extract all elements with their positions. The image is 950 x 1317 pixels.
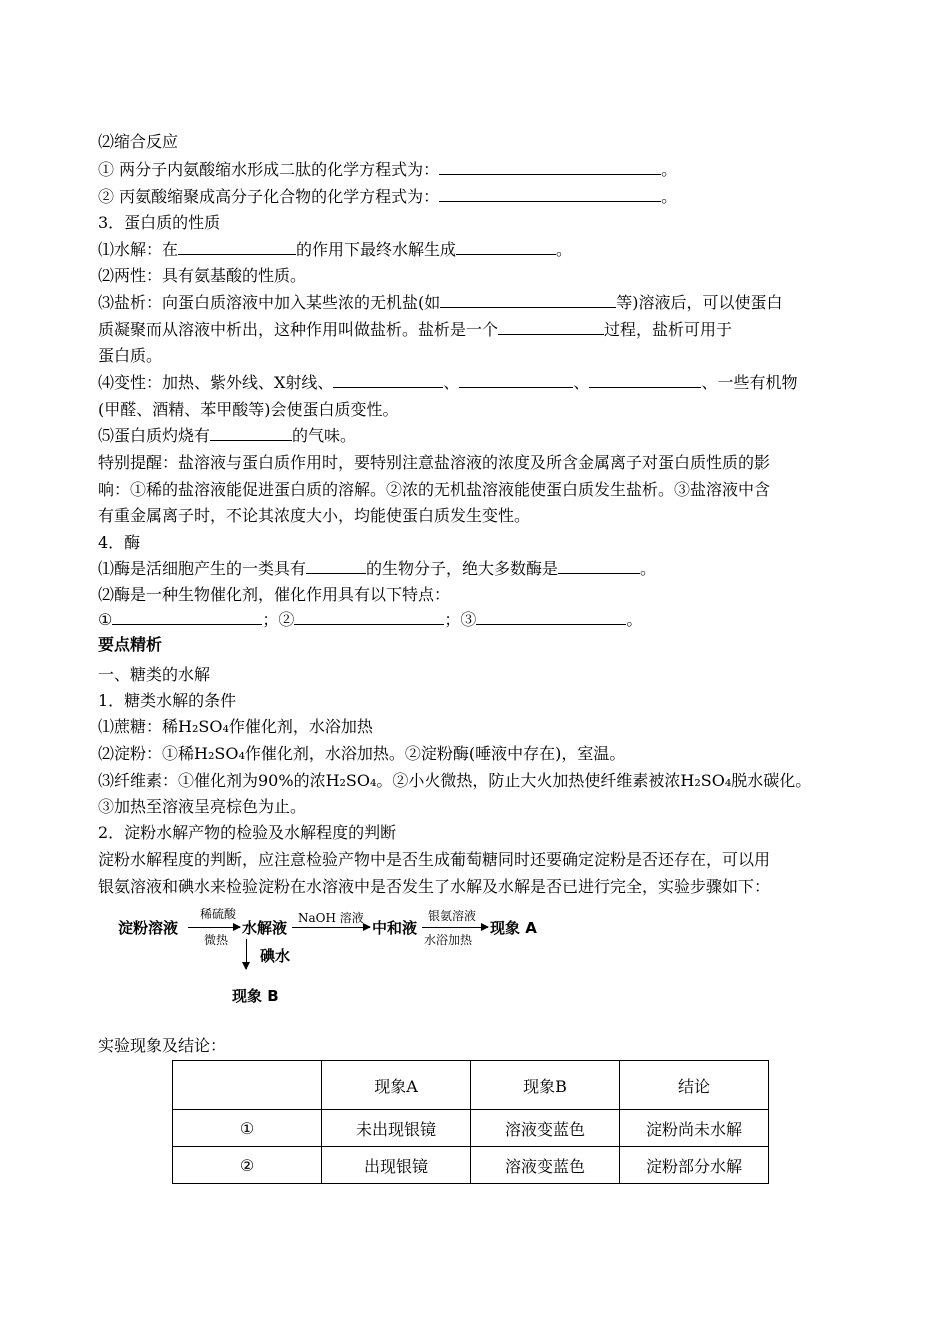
line-detection-1: 淀粉水解程度的判断，应注意检验产物中是否生成葡萄糖同时还要确定淀粉是否还存在，可以用 bbox=[98, 850, 771, 869]
answer-blank[interactable] bbox=[589, 373, 701, 388]
line-denaturation-2: (甲醛、酒精、苯甲酸等)会使蛋白质变性。 bbox=[98, 400, 399, 419]
line-salting-out-2: 质凝聚而从溶液中析出，这种作用叫做盐析。盐析是一个 过程，盐析可用于 bbox=[98, 320, 733, 339]
line-enzyme-heading: 4．酶 bbox=[98, 533, 141, 552]
answer-blank[interactable] bbox=[178, 240, 296, 255]
table-header-cell bbox=[173, 1061, 322, 1110]
answer-blank[interactable] bbox=[439, 160, 661, 175]
line-salting-out-3: 蛋白质。 bbox=[98, 346, 163, 365]
line-salting-out-1: ⑶盐析：向蛋白质溶液中加入某些浓的无机盐(如 等)溶液后，可以使蛋白 bbox=[98, 293, 783, 312]
section-title-key-points: 要点精析 bbox=[98, 635, 163, 654]
line-sugar-hydrolysis: 一、糖类的水解 bbox=[98, 665, 211, 684]
line-enzyme-1: ⑴酶是活细胞产生的一类具有 的生物分子，绝大多数酶是 。 bbox=[98, 559, 657, 578]
line-protein-properties-heading: 3．蛋白质的性质 bbox=[98, 213, 221, 232]
table-cell: 出现银镜 bbox=[322, 1147, 471, 1184]
experiment-flow-diagram bbox=[118, 905, 558, 1010]
flow-label-water-bath: 水浴加热 bbox=[424, 933, 473, 947]
answer-blank[interactable] bbox=[333, 373, 443, 388]
table-cell: 淀粉部分水解 bbox=[620, 1147, 769, 1184]
line-note-2: 响：①稀的盐溶液能促进蛋白质的溶解。②浓的无机盐溶液能使蛋白质发生盐析。③盐溶液中含 bbox=[98, 480, 771, 499]
table-header-cell: 现象A bbox=[322, 1061, 471, 1110]
flow-node-phenomenon-b: 现象 B bbox=[232, 987, 279, 1005]
line-polymer-equation: ② 丙氨酸缩聚成高分子化合物的化学方程式为： 。 bbox=[98, 187, 678, 206]
line-enzyme-2: ⑵酶是一种生物催化剂，催化作用具有以下特点： bbox=[98, 585, 451, 604]
line-note-3: 有重金属离子时，不论其浓度大小，均能使蛋白质发生变性。 bbox=[98, 506, 531, 525]
line-dipeptide-equation: ① 两分子内氨酸缩水形成二肽的化学方程式为： 。 bbox=[98, 160, 678, 179]
line-denaturation-1: ⑷变性：加热、紫外线、X射线、 、 、 、一些有机物 bbox=[98, 373, 798, 392]
line-note-1: 特别提醒：盐溶液与蛋白质作用时，要特别注意盐溶液的浓度及所含金属离子对蛋白质性质的影 bbox=[98, 453, 771, 472]
flow-label-iodine: 碘水 bbox=[260, 947, 291, 965]
line-burning-smell: ⑸蛋白质灼烧有 的气味。 bbox=[98, 426, 357, 445]
flow-label-dilute-sulfuric: 稀硫酸 bbox=[200, 907, 237, 921]
table-cell: 溶液变蓝色 bbox=[471, 1110, 620, 1147]
arrow-right-icon bbox=[188, 927, 240, 928]
line-results-heading: 实验现象及结论： bbox=[98, 1036, 227, 1055]
table-cell: 溶液变蓝色 bbox=[471, 1147, 620, 1184]
answer-blank[interactable] bbox=[294, 610, 444, 625]
flow-node-neutralized: 中和液 bbox=[372, 919, 418, 937]
answer-blank[interactable] bbox=[439, 187, 661, 202]
answer-blank[interactable] bbox=[459, 373, 573, 388]
answer-blank[interactable] bbox=[476, 610, 626, 625]
table-cell: 未出现银镜 bbox=[322, 1110, 471, 1147]
line-detection-2: 银氨溶液和碘水来检验淀粉在水溶液中是否发生了水解及水解是否已进行完全，实验步骤如下： bbox=[98, 877, 771, 896]
arrow-down-icon bbox=[246, 939, 247, 969]
line-conditions-heading: 1．糖类水解的条件 bbox=[98, 691, 237, 710]
answer-blank[interactable] bbox=[558, 559, 640, 574]
flow-node-hydrolysate: 水解液 bbox=[242, 919, 288, 937]
answer-blank[interactable] bbox=[306, 559, 366, 574]
results-table bbox=[172, 1060, 769, 1184]
line-hydrolysis: ⑴水解：在 的作用下最终水解生成 。 bbox=[98, 240, 573, 259]
line-sucrose: ⑴蔗糖：稀H₂SO₄作催化剂，水浴加热 bbox=[98, 717, 373, 736]
arrow-right-icon bbox=[422, 927, 488, 928]
line-amphoteric: ⑵两性：具有氨基酸的性质。 bbox=[98, 266, 307, 285]
table-cell: ② bbox=[173, 1147, 322, 1184]
line-detection-heading: 2．淀粉水解产物的检验及水解程度的判断 bbox=[98, 823, 397, 842]
answer-blank[interactable] bbox=[112, 610, 262, 625]
table-header-cell: 现象B bbox=[471, 1061, 620, 1110]
table-cell: 淀粉尚未水解 bbox=[620, 1110, 769, 1147]
flow-label-gentle-heat: 微热 bbox=[204, 933, 229, 947]
line-enzyme-features: ① ；② ；③ 。 bbox=[98, 610, 643, 629]
answer-blank[interactable] bbox=[440, 293, 616, 308]
table-cell: ① bbox=[173, 1110, 322, 1147]
line-starch: ⑵淀粉：①稀H₂SO₄作催化剂，水浴加热。②淀粉酶(唾液中存在)，室温。 bbox=[98, 744, 626, 763]
answer-blank[interactable] bbox=[456, 240, 556, 255]
table-header-cell: 结论 bbox=[620, 1061, 769, 1110]
line-cellulose-1: ⑶纤维素：①催化剂为90%的浓H₂SO₄。②小火微热，防止大火加热使纤维素被浓H₂SO₄脱水碳化。 bbox=[98, 771, 812, 790]
arrow-right-icon bbox=[292, 927, 370, 928]
table-header-row bbox=[173, 1061, 769, 1110]
answer-blank[interactable] bbox=[210, 426, 292, 441]
table-row bbox=[173, 1110, 769, 1147]
answer-blank[interactable] bbox=[498, 320, 604, 335]
flow-label-silver-ammonia: 银氨溶液 bbox=[428, 909, 477, 923]
line-cellulose-2: ③加热至溶液呈亮棕色为止。 bbox=[98, 797, 307, 816]
line-condensation-heading: ⑵缩合反应 bbox=[98, 132, 179, 151]
flow-node-phenomenon-a: 现象 A bbox=[490, 919, 537, 937]
table-row bbox=[173, 1147, 769, 1184]
flow-label-naoh: NaOH 溶液 bbox=[298, 911, 364, 925]
flow-node-starch-solution: 淀粉溶液 bbox=[118, 919, 179, 937]
